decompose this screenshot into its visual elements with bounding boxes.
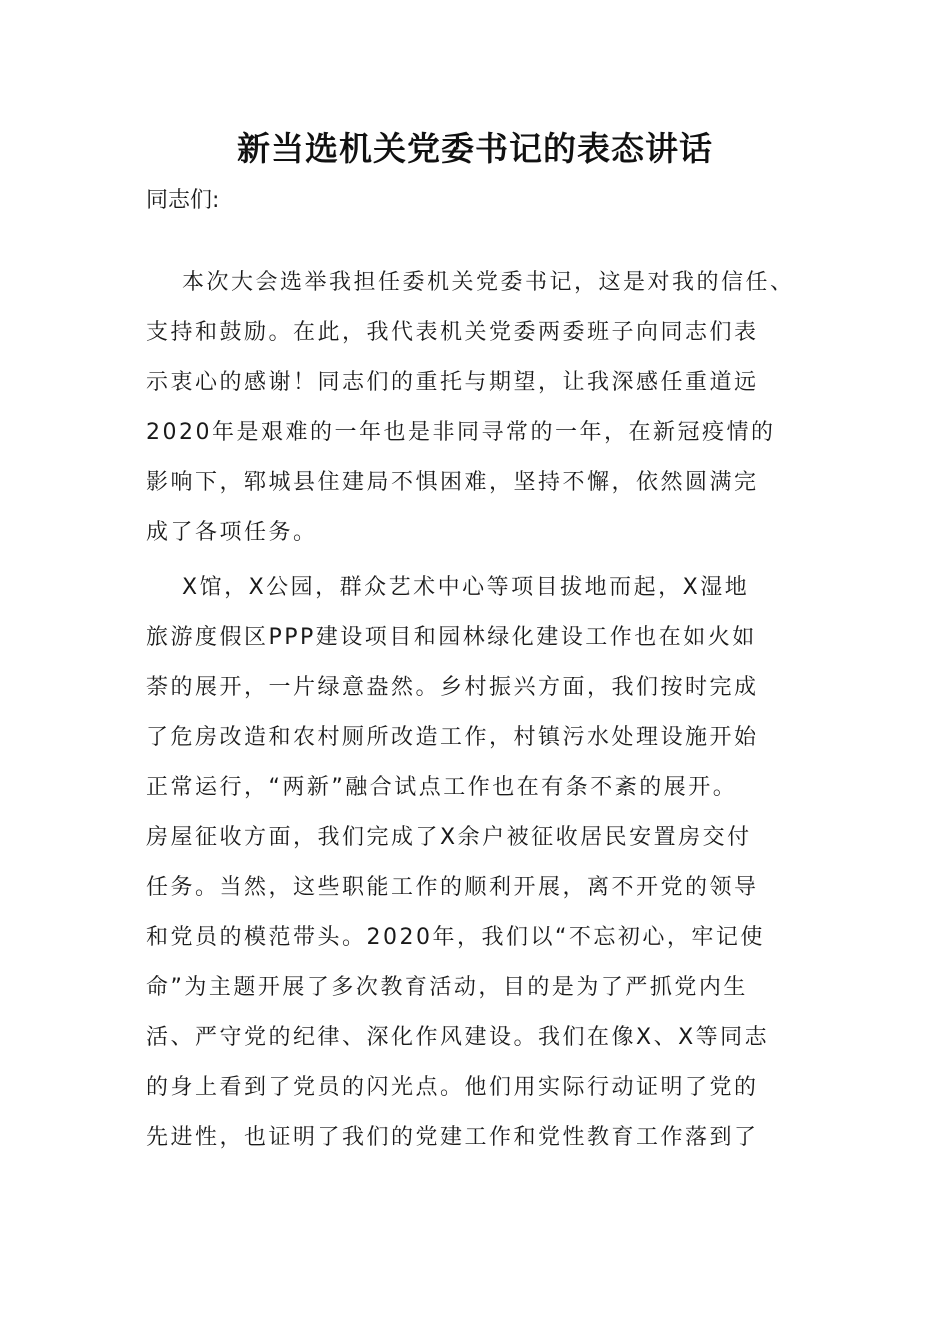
paragraph-line: 成了各项任务。 bbox=[146, 520, 318, 545]
document-title: 新当选机关党委书记的表态讲话 bbox=[237, 129, 713, 168]
paragraph-line: 命”为主题开展了多次教育活动，目的是为了严抓党内生 bbox=[146, 975, 748, 1000]
paragraph-line: 影响下，郓城县住建局不惧困难，坚持不懈，依然圆满完 bbox=[146, 470, 759, 495]
paragraph-line: 正常运行，“两新”融合试点工作也在有条不紊的展开。 bbox=[146, 775, 738, 800]
paragraph-line: 房屋征收方面，我们完成了X余户被征收居民安置房交付 bbox=[146, 825, 752, 850]
paragraph-line: 荼的展开，一片绿意盎然。乡村振兴方面，我们按时完成 bbox=[146, 675, 759, 700]
paragraph-line: 任务。当然，这些职能工作的顺利开展，离不开党的领导 bbox=[146, 875, 759, 900]
paragraph-2 bbox=[146, 563, 836, 1163]
paragraph-line: 支持和鼓励。在此，我代表机关党委两委班子向同志们表 bbox=[146, 320, 759, 345]
paragraph-line: 旅游度假区PPP建设项目和园林绿化建设工作也在如火如 bbox=[146, 625, 757, 650]
paragraph-1 bbox=[146, 258, 836, 558]
paragraph-line: 本次大会选举我担任委机关党委书记，这是对我的信任、 bbox=[182, 270, 795, 295]
paragraph-line: 先进性，也证明了我们的党建工作和党性教育工作落到了 bbox=[146, 1125, 759, 1150]
salutation: 同志们: bbox=[146, 188, 220, 213]
paragraph-line: X馆，X公园，群众艺术中心等项目拔地而起，X湿地 bbox=[182, 575, 750, 600]
paragraph-line: 和党员的模范带头。2020年，我们以“不忘初心，牢记使 bbox=[146, 925, 765, 950]
paragraph-line: 了危房改造和农村厕所改造工作，村镇污水处理设施开始 bbox=[146, 725, 759, 750]
paragraph-line: 示衷心的感谢！同志们的重托与期望，让我深感任重道远 bbox=[146, 370, 759, 395]
paragraph-line: 2020年是艰难的一年也是非同寻常的一年，在新冠疫情的 bbox=[146, 420, 776, 445]
paragraph-line: 的身上看到了党员的闪光点。他们用实际行动证明了党的 bbox=[146, 1075, 759, 1100]
paragraph-line: 活、严守党的纪律、深化作风建设。我们在像X、X等同志 bbox=[146, 1025, 770, 1050]
